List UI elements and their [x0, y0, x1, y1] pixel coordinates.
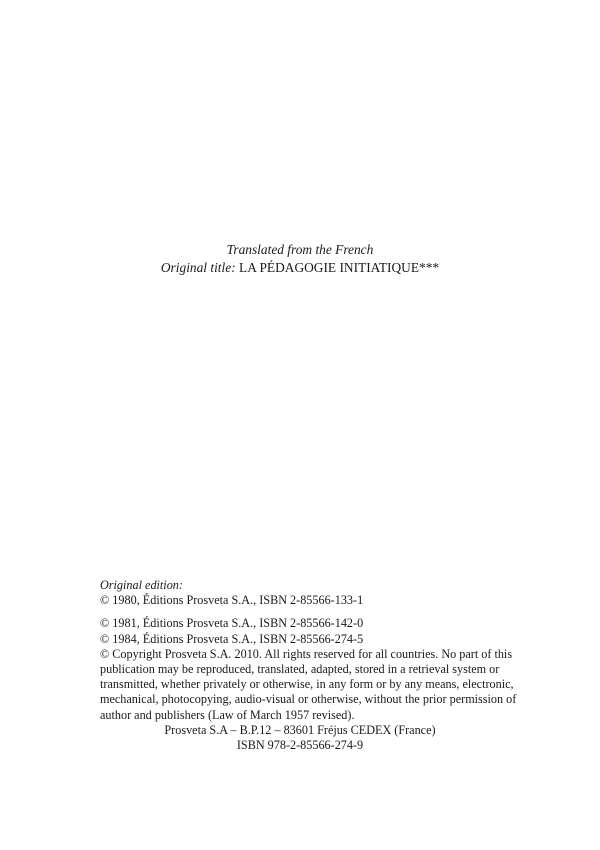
edition-1981: © 1981, Éditions Prosveta S.A., ISBN 2-85566-142-0	[100, 616, 364, 631]
edition-1984: © 1984, Éditions Prosveta S.A., ISBN 2-85566-274-5	[100, 631, 364, 646]
rights-line-4: mechanical, photocopying, audio-visual or otherwise, without the prior permission of	[100, 692, 517, 707]
rights-line-3: transmitted, whether privately or otherwise, in any form or by any means, electronic,	[100, 677, 514, 692]
colophon	[100, 578, 517, 753]
original-title-line	[0, 259, 600, 277]
translated-from-text: Translated from the French	[226, 242, 374, 257]
translation-info	[0, 241, 600, 277]
original-title: LA PÉDAGOGIE INITIATIQUE***	[239, 260, 440, 275]
rights-line-1: © Copyright Prosveta S.A. 2010. All rights reserved for all countries. No part of this	[100, 646, 513, 661]
original-edition-label: Original edition:	[100, 578, 183, 592]
spacer	[100, 608, 500, 616]
original-title-label: Original title:	[160, 260, 236, 275]
publisher-address: Prosveta S.A – B.P.12 – 83601 Fréjus CEDEX (France)	[164, 722, 436, 737]
edition-1980: © 1980, Éditions Prosveta S.A., ISBN 2-85566-133-1	[100, 593, 364, 608]
rights-line-5: author and publishers (Law of March 1957 revised).	[100, 707, 355, 722]
rights-line-2: publication may be reproduced, translated, adapted, stored in a retrieval system or	[100, 662, 500, 677]
isbn-number: ISBN 978-2-85566-274-9	[236, 738, 364, 753]
